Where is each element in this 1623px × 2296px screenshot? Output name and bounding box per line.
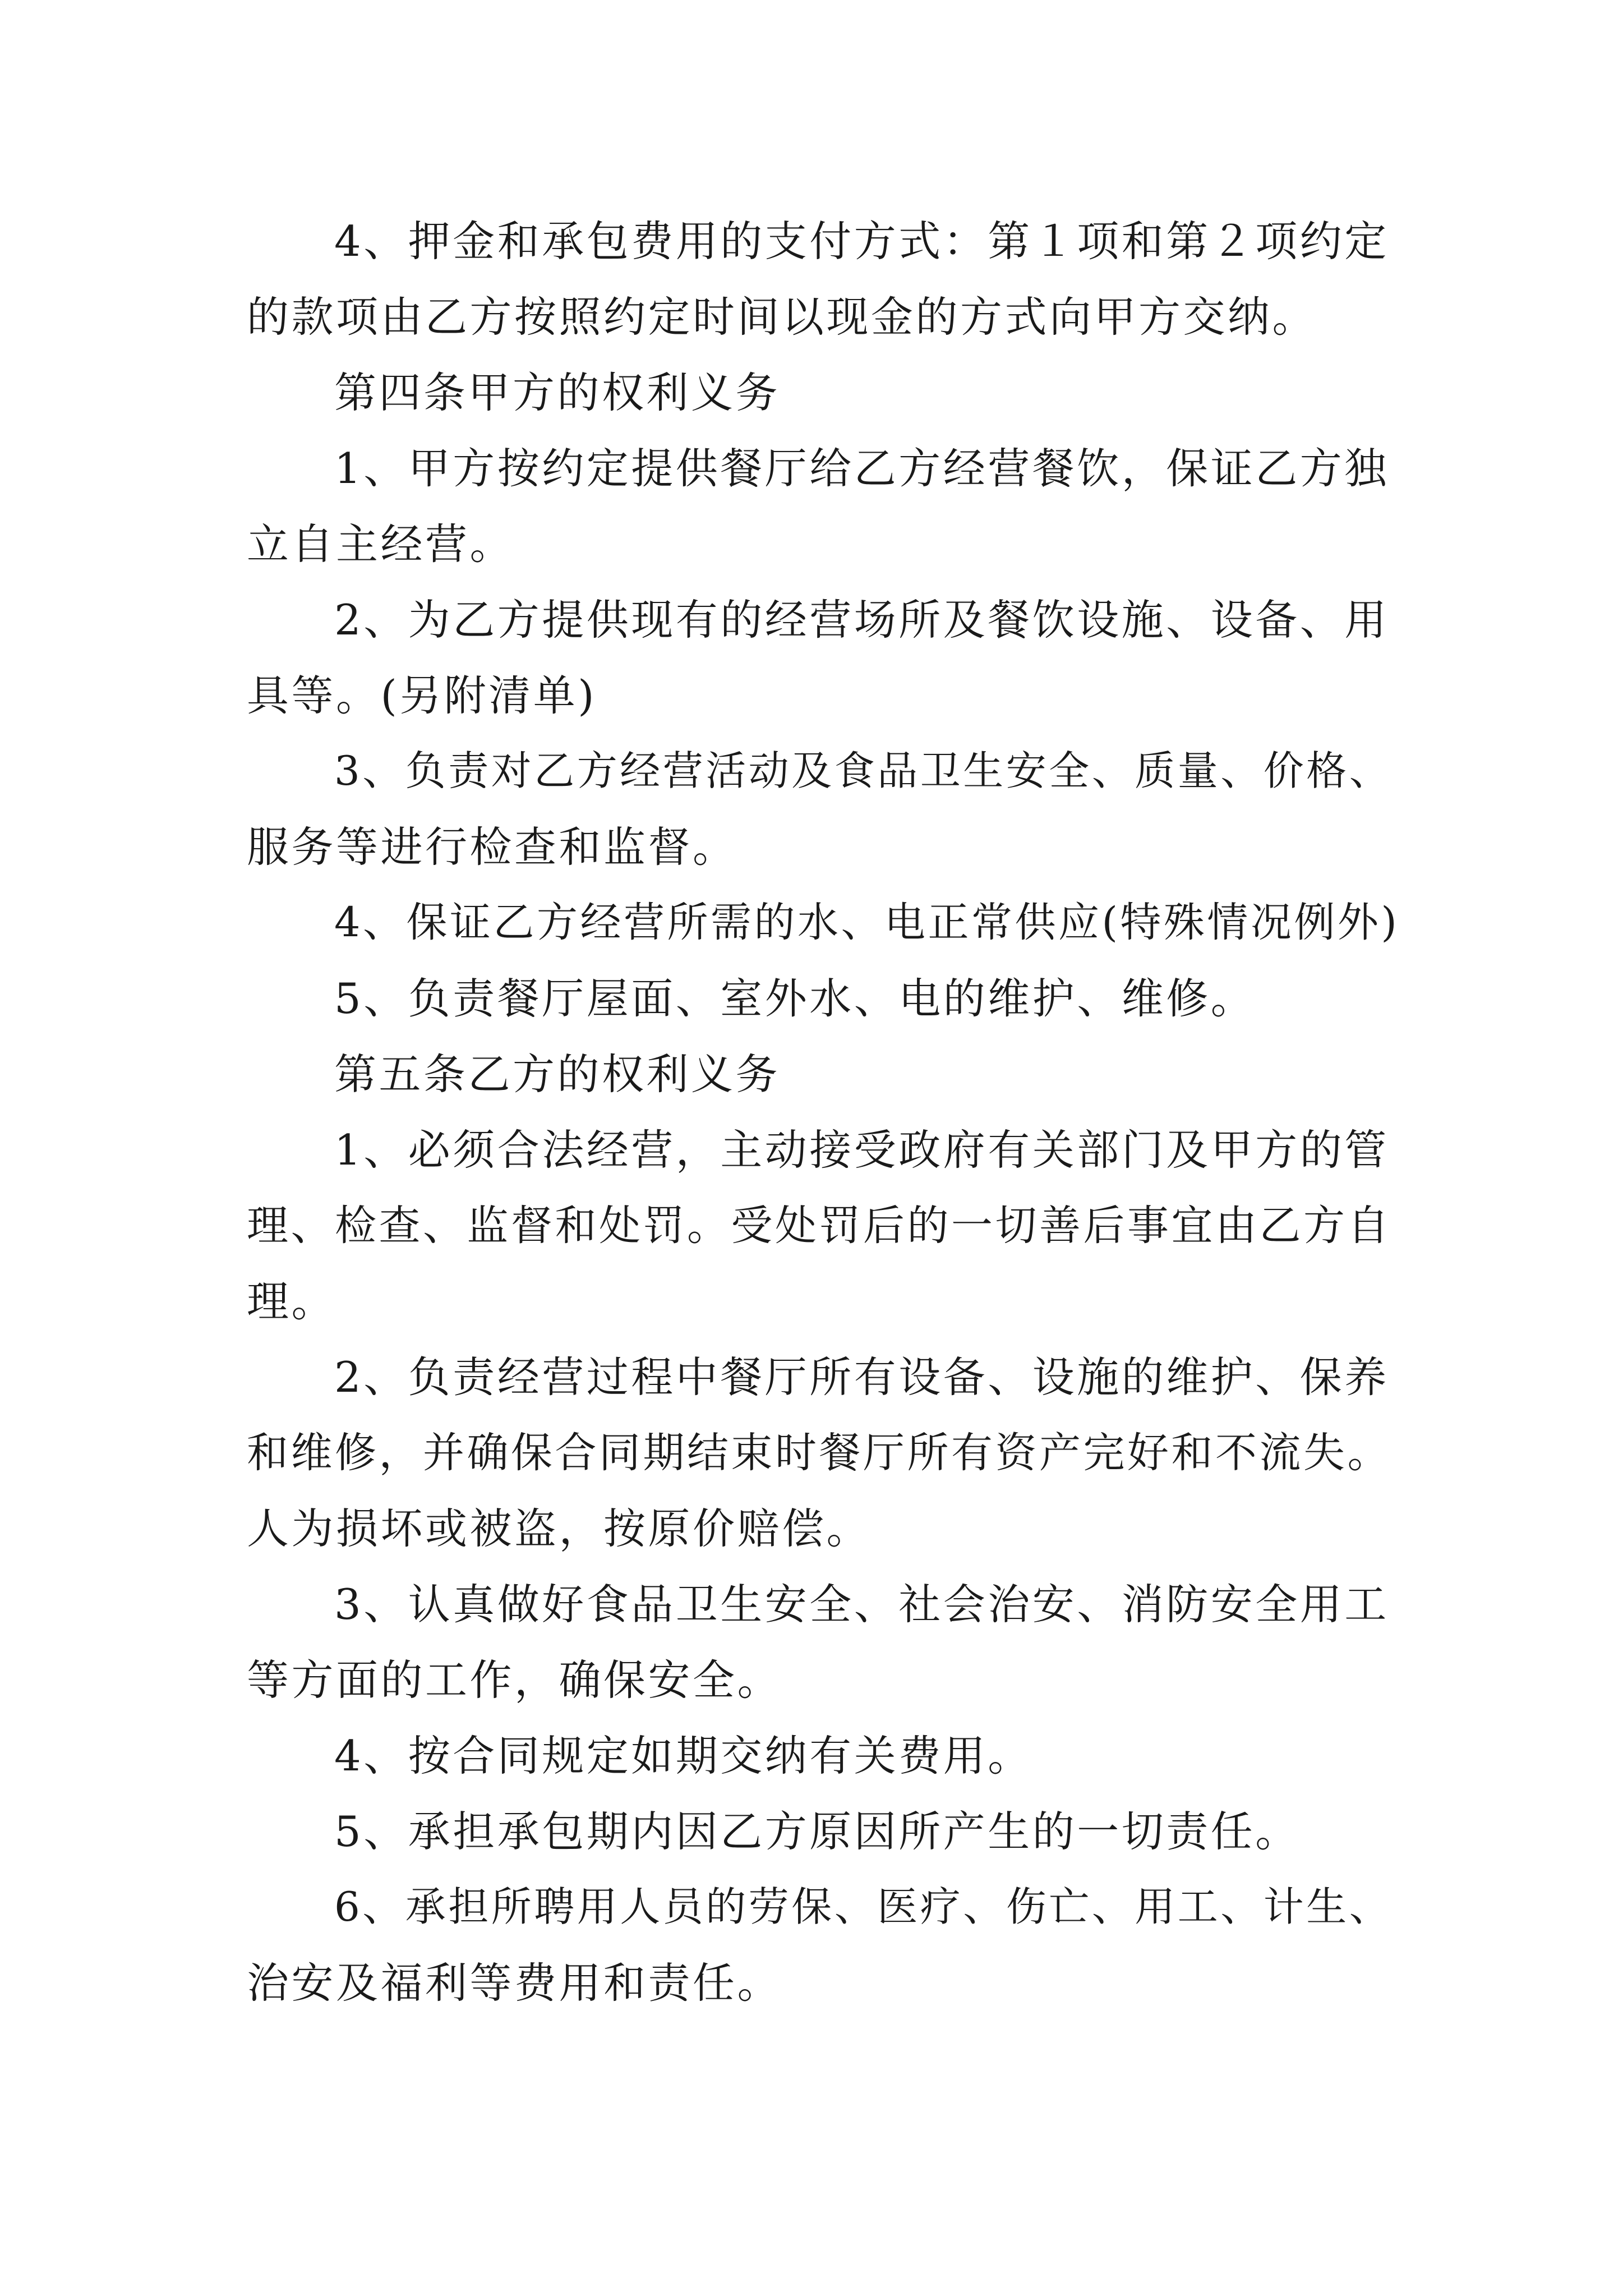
- paragraph-line: 2、为乙方提供现有的经营场所及餐饮设施、设备、用: [334, 595, 1389, 645]
- paragraph-line: 理、检查、监督和处罚。受处罚后的一切善后事宜由乙方自: [247, 1202, 1391, 1250]
- section-heading: 第五条乙方的权利义务: [334, 1050, 781, 1099]
- paragraph-line: 4、保证乙方经营所需的水、电正常供应(特殊情况例外): [334, 899, 1400, 946]
- paragraph-line: 人为损坏或被盗，按原价赔偿。: [247, 1504, 872, 1553]
- paragraph-line: 1、甲方按约定提供餐厅给乙方经营餐饮，保证乙方独: [334, 444, 1389, 493]
- paragraph-line: 1、必须合法经营，主动接受政府有关部门及甲方的管: [334, 1125, 1389, 1175]
- section-heading: 第四条甲方的权利义务: [334, 368, 781, 417]
- paragraph-line: 5、承担承包期内因乙方原因所产生的一切责任。: [334, 1807, 1300, 1856]
- paragraph-line: 3、负责对乙方经营活动及食品卫生安全、质量、价格、: [334, 747, 1393, 794]
- paragraph-line: 理。: [247, 1277, 336, 1326]
- paragraph-line: 4、按合同规定如期交纳有关费用。: [334, 1731, 1032, 1780]
- paragraph-line: 4、押金和承包费用的支付方式：第１项和第２项约定: [334, 217, 1389, 266]
- paragraph-line: 和维修，并确保合同期结束时餐厅所有资产完好和不流失。: [247, 1429, 1391, 1477]
- paragraph-line: 具等。(另附清单): [247, 671, 597, 720]
- paragraph-line: 等方面的工作，确保安全。: [247, 1655, 782, 1705]
- paragraph-line: 服务等进行检查和监督。: [247, 822, 737, 872]
- paragraph-line: 5、负责餐厅屋面、室外水、电的维护、维修。: [334, 974, 1256, 1023]
- paragraph-line: 6、承担所聘用人员的劳保、医疗、伤亡、用工、计生、: [334, 1883, 1393, 1930]
- paragraph-line: 的款项由乙方按照约定时间以现金的方式向甲方交纳。: [247, 292, 1317, 342]
- paragraph-line: 治安及福利等费用和责任。: [247, 1958, 782, 2008]
- paragraph-line: 2、负责经营过程中餐厅所有设备、设施的维护、保养: [334, 1352, 1389, 1402]
- paragraph-line: 3、认真做好食品卫生安全、社会治安、消防安全用工: [334, 1580, 1389, 1629]
- paragraph-line: 立自主经营。: [247, 519, 515, 569]
